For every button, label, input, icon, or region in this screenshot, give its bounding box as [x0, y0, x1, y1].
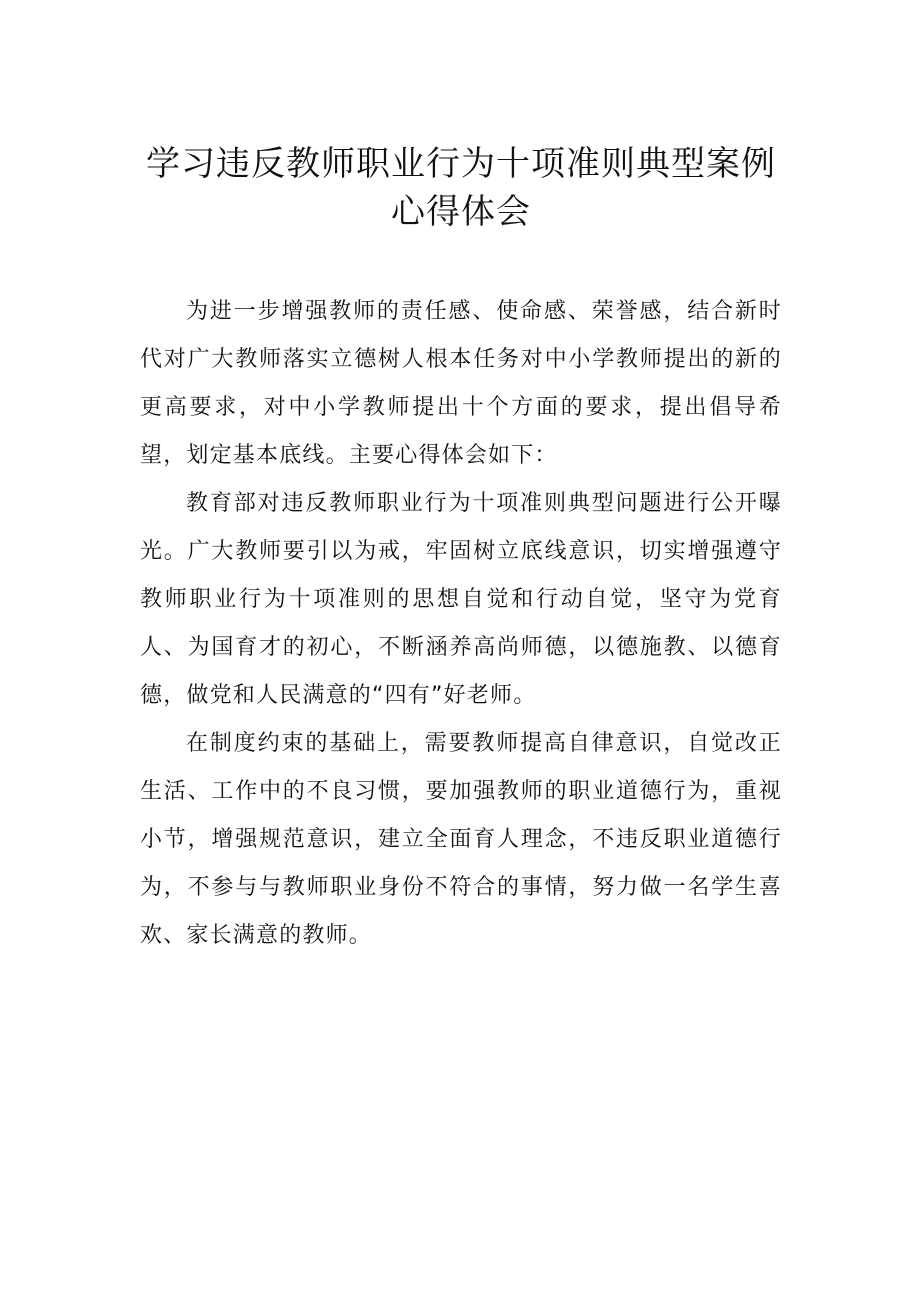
title-line-1: 学习违反教师职业行为十项准则典型案例 [146, 144, 776, 184]
paragraph-2: 教育部对违反教师职业行为十项准则典型问题进行公开曝光。广大教师要引以为戒，牢固树立底线意识，切实增强遵守教师职业行为十项准则的思想自觉和行动自觉，坚守为党育人、为国育才的初心，不断涵养高尚师德，以德施教、以德育德，做党和人民满意的“四有”好老师。 [140, 491, 782, 708]
document-title [140, 140, 782, 236]
document-body [140, 288, 782, 960]
paragraph-1: 为进一步增强教师的责任感、使命感、荣誉感，结合新时代对广大教师落实立德树人根本任务对中小学教师提出的新的更高要求，对中小学教师提出十个方面的要求，提出倡导希望，划定基本底线。主要心得体会如下： [140, 299, 782, 468]
title-line-2: 心得体会 [391, 192, 531, 232]
paragraph-3: 在制度约束的基础上，需要教师提高自律意识，自觉改正生活、工作中的不良习惯，要加强教师的职业道德行为，重视小节，增强规范意识，建立全面育人理念，不违反职业道德行为，不参与与教师职业身份不符合的事情，努力做一名学生喜欢、家长满意的教师。 [140, 731, 782, 948]
